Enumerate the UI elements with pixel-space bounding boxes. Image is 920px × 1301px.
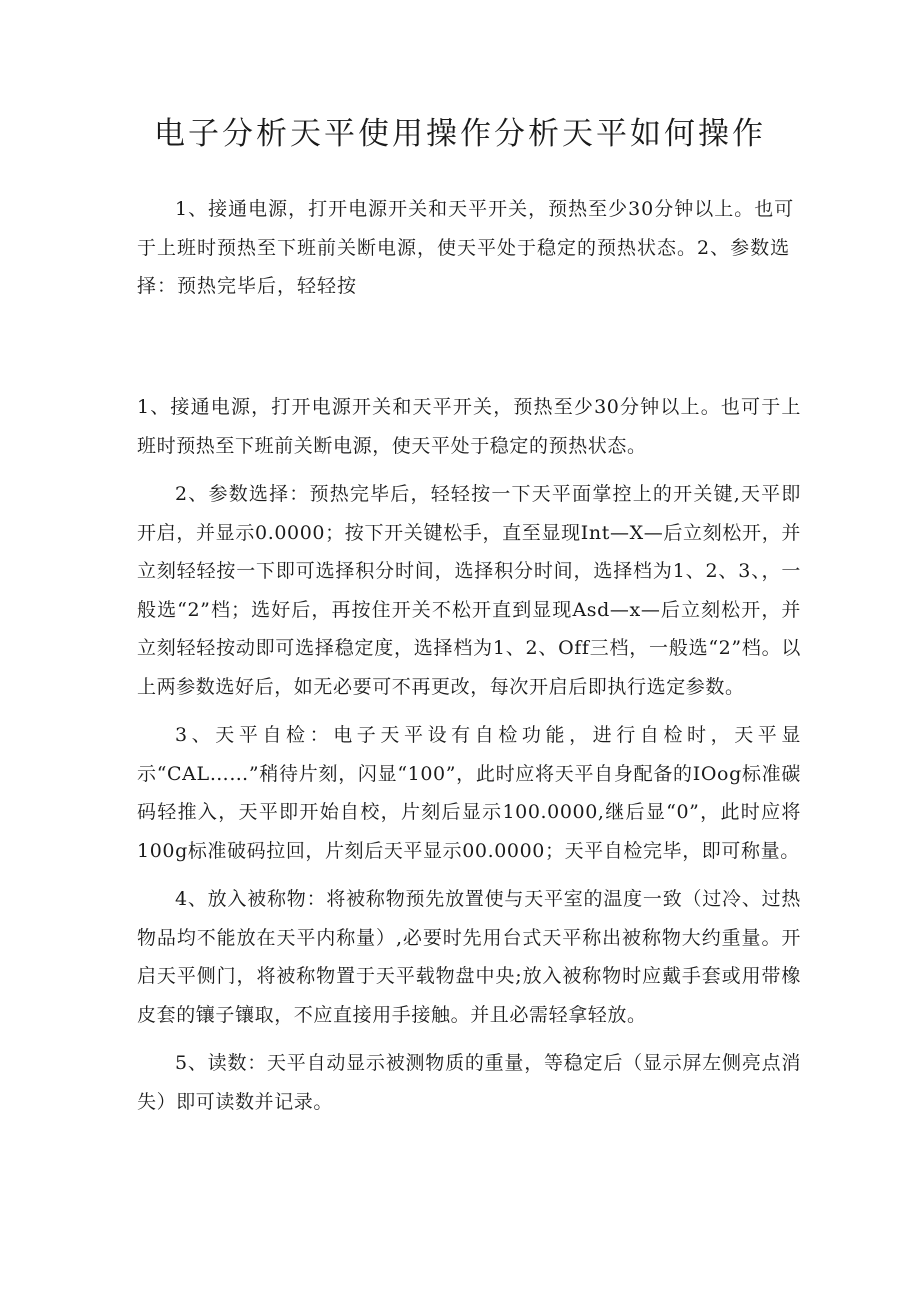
paragraph-power-on: 1、接通电源，打开电源开关和天平开关，预热至少30分钟以上。也可于上班时预热至下班前关断电源，使天平处于稳定的预热状态。 bbox=[137, 396, 801, 457]
paragraph-reading: 5、读数：天平自动显示被测物质的重量，等稳定后（显示屏左侧亮点消失）即可读数并记录。 bbox=[137, 1052, 801, 1113]
summary-paragraph: 1、接通电源，打开电源开关和天平开关，预热至少30分钟以上。也可于上班时预热至下班前关断电源，使天平处于稳定的预热状态。2、参数选择：预热完毕后，轻轻按 bbox=[137, 198, 795, 297]
paragraph-parameter-selection: 2、参数选择：预热完毕后，轻轻按一下天平面掌控上的开关键,天平即开启，并显示0.0000；按下开关键松手，直至显现Int—X—后立刻松开，并立刻轻轻按一下即可选择积分时间，选择积分时间，选择档为1、2、3、，一般选“2”档；选好后，再按住开关不松开直到显现Asd—x—后立刻松开，并立刻轻轻按动即可选择稳定度，选择档为1、2、Off三档，一般选“2”档。以上两参数选好后，如无必要可不再更改，每次开启后即执行选定参数。 bbox=[137, 483, 801, 698]
document-body bbox=[137, 388, 801, 1131]
paragraph-self-check: 3、天平自检：电子天平设有自检功能，进行自检时，天平显示“CAL……”稍待片刻，闪显“100”，此时应将天平自身配备的IOog标准碳码轻推入，天平即开始自校，片刻后显示100.0000,继后显“0”，此时应将100g标准破码拉回，片刻后天平显示00.0000；天平自检完毕，即可称量。 bbox=[137, 724, 801, 862]
page-title: 电子分析天平使用操作分析天平如何操作 bbox=[154, 116, 766, 152]
paragraph-place-object: 4、放入被称物：将被称物预先放置使与天平室的温度一致（过冷、过热物品均不能放在天平内称量）,必要时先用台式天平称出被称物大约重量。开启天平侧门，将被称物置于天平载物盘中央;放入被称物时应戴手套或用带橡皮套的镶子镶取，不应直接用手接触。并且必需轻拿轻放。 bbox=[137, 888, 801, 1026]
